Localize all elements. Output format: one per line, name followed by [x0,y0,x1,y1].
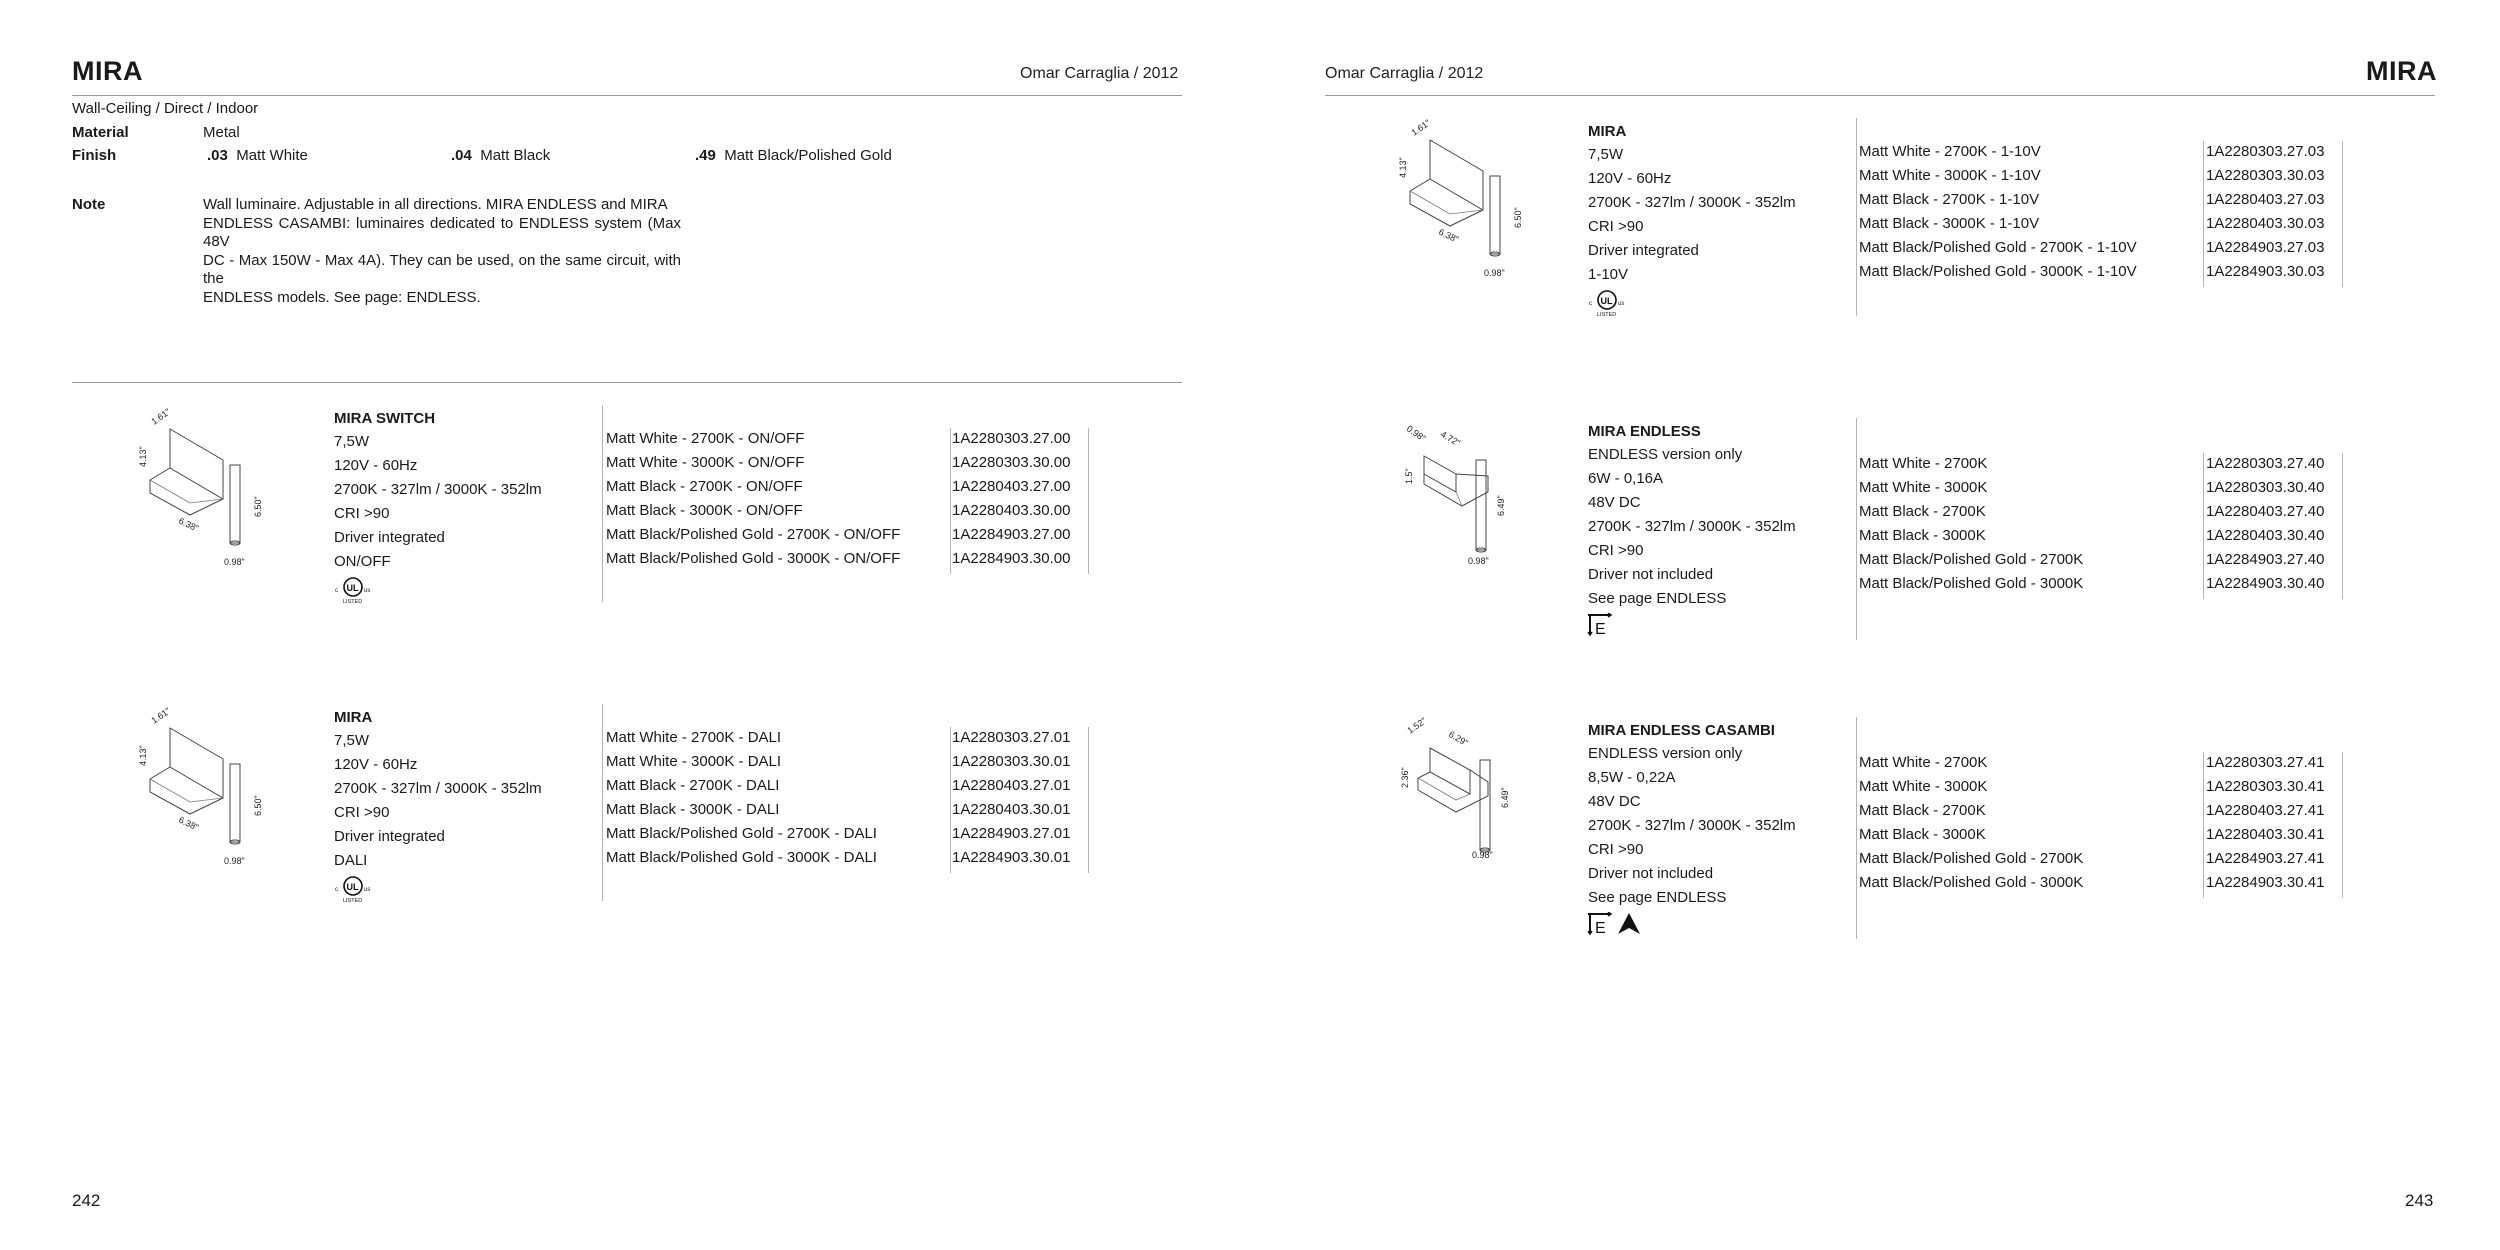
endless-track-icon [1587,912,1613,941]
svg-text:LISTED: LISTED [1597,312,1617,317]
variant-code: 1A2280403.27.01 [952,777,1071,794]
svg-text:us: us [364,887,371,893]
note-line: DC - Max 150W - Max 4A). They can be used, on the same circuit, with the [203,251,681,287]
ul-listed-icon [1586,289,1628,322]
variant-description: Matt Black/Polished Gold - 2700K [1859,551,2084,568]
spec-line: CRI >90 [334,804,390,821]
product-specs [1588,742,1796,910]
spec-line: Driver integrated [334,529,445,546]
spec-line: 7,5W [1588,146,1624,163]
column-divider [950,727,951,873]
finish-name: Matt Black/Polished Gold [724,147,892,164]
category: Wall-Ceiling / Direct / Indoor [72,100,259,117]
spec-line: 2700K - 327lm / 3000K - 352lm [1588,518,1796,535]
note-label: Note [72,196,106,213]
right-header-rule [1325,95,2435,96]
variant-description: Matt White - 3000K [1859,778,1988,795]
product-specs [334,430,542,574]
column-divider [1088,727,1089,873]
note-line: ENDLESS models. See page: ENDLESS. [203,288,481,306]
dimension-label: 6.29" [1447,729,1470,749]
variant-code: 1A2280303.30.00 [952,454,1071,471]
variant-description: Matt Black/Polished Gold - 2700K - ON/OFF [606,526,901,543]
variant-description: Matt White - 2700K [1859,455,1988,472]
svg-text:us: us [364,588,371,594]
variant-description: Matt White - 2700K - 1-10V [1859,143,2041,160]
finish-item [207,147,308,164]
svg-text:E: E [1595,920,1606,936]
svg-text:UL: UL [346,882,359,892]
variant-description: Matt Black - 3000K [1859,527,1986,544]
note-line: ENDLESS CASAMBI: luminaires dedicated to ENDLESS system (Max 48V [203,214,681,250]
column-divider [602,405,603,602]
column-divider [2203,752,2204,898]
column-divider [1856,418,1857,640]
spec-line: ENDLESS version only [1588,446,1743,463]
dimension-label: 1.61" [1409,117,1433,138]
dimension-label: 0.98" [1404,423,1428,444]
variant-code: 1A2280403.30.41 [2206,826,2325,843]
variant-description: Matt Black/Polished Gold - 3000K - 1-10V [1859,263,2137,280]
variant-description: Matt Black/Polished Gold - 2700K - 1-10V [1859,239,2137,256]
dimension-label: 0.98" [1472,850,1493,860]
spec-line: See page ENDLESS [1588,590,1727,607]
finish-name: Matt White [236,147,308,164]
variant-description: Matt White - 2700K - ON/OFF [606,430,805,447]
finish-code: .04 [451,147,472,164]
spec-line: See page ENDLESS [1588,889,1727,906]
dimension-label: 1.61" [149,705,173,726]
variant-code: 1A2280303.27.01 [952,729,1071,746]
dimension-label: 6.50" [253,795,263,816]
right-designer: Omar Carraglia / 2012 [1325,65,1484,82]
product-specs [334,729,542,873]
product-drawing [128,405,268,570]
product-name: MIRA [334,709,373,726]
variant-code: 1A2280303.27.41 [2206,754,2325,771]
variant-description: Matt White - 2700K - DALI [606,729,782,746]
left-section-rule [72,382,1182,383]
variant-code: 1A2284903.27.41 [2206,850,2325,867]
variant-description: Matt White - 3000K - ON/OFF [606,454,805,471]
variant-description: Matt Black - 3000K - DALI [606,801,780,818]
spec-line: 120V - 60Hz [334,457,418,474]
variant-code: 1A2284903.27.03 [2206,239,2325,256]
finish-item [451,147,550,164]
svg-text:LISTED: LISTED [343,599,363,604]
note-line: Wall luminaire. Adjustable in all directions. MIRA ENDLESS and MIRA [203,196,668,213]
product-name: MIRA SWITCH [334,410,436,427]
product-name: MIRA ENDLESS CASAMBI [1588,722,1775,739]
variant-code: 1A2280403.30.01 [952,801,1071,818]
left-designer: Omar Carraglia / 2012 [1020,65,1179,82]
column-divider [950,428,951,574]
page-number: 242 [72,1191,101,1210]
variant-code: 1A2280403.27.00 [952,478,1071,495]
left-header-rule [72,95,1182,96]
dimension-label: 6.38" [1437,226,1461,245]
product-name: MIRA ENDLESS [1588,423,1701,440]
variant-code: 1A2280303.27.40 [2206,455,2325,472]
product-specs [1588,143,1796,287]
column-divider [2342,453,2343,599]
variant-code: 1A2280403.27.03 [2206,191,2325,208]
spec-line: 2700K - 327lm / 3000K - 352lm [1588,194,1796,211]
dimension-label: 1.5" [1404,468,1414,484]
variant-code: 1A2284903.30.40 [2206,575,2325,592]
casambi-icon [1617,912,1641,941]
spec-line: 2700K - 327lm / 3000K - 352lm [334,481,542,498]
dimension-label: 4.13" [1398,157,1408,178]
variant-description: Matt Black - 2700K - 1-10V [1859,191,2040,208]
left-page-title: MIRA [72,56,143,86]
spec-line: ON/OFF [334,553,391,570]
variant-description: Matt White - 2700K [1859,754,1988,771]
variant-description: Matt White - 3000K [1859,479,1988,496]
product-drawing [1396,712,1536,877]
variant-description: Matt White - 3000K - 1-10V [1859,167,2041,184]
material-label: Material [72,124,129,141]
right-page-title: MIRA [2366,56,2437,86]
spec-line: CRI >90 [1588,841,1644,858]
column-divider [2203,453,2204,599]
product-specs [1588,443,1796,611]
svg-text:us: us [1618,301,1625,307]
variant-description: Matt Black - 2700K - DALI [606,777,780,794]
variant-description: Matt Black - 3000K - ON/OFF [606,502,803,519]
page-number: 243 [2405,1191,2434,1210]
spec-line: 2700K - 327lm / 3000K - 352lm [334,780,542,797]
variant-code: 1A2280303.30.01 [952,753,1071,770]
product-name: MIRA [1588,123,1627,140]
variant-description: Matt Black - 2700K - ON/OFF [606,478,803,495]
spec-line: CRI >90 [1588,218,1644,235]
svg-text:c: c [335,887,338,893]
dimension-label: 2.36" [1400,767,1410,788]
variant-code: 1A2280303.27.00 [952,430,1071,447]
svg-text:LISTED: LISTED [343,898,363,903]
product-drawing [1388,116,1528,281]
column-divider [2342,141,2343,287]
spec-line: Driver integrated [334,828,445,845]
variant-description: Matt Black - 2700K [1859,503,1986,520]
dimension-label: 6.50" [253,496,263,517]
variant-code: 1A2284903.27.01 [952,825,1071,842]
dimension-label: 1.61" [149,406,173,427]
variant-description: Matt Black - 2700K [1859,802,1986,819]
spec-line: DALI [334,852,368,869]
dimension-label: 0.98" [1484,268,1505,278]
variant-code: 1A2284903.30.41 [2206,874,2325,891]
finish-code: .03 [207,147,228,164]
dimension-label: 1.52" [1405,715,1429,736]
dimension-label: 4.72" [1439,429,1462,449]
variant-description: Matt Black/Polished Gold - 2700K - DALI [606,825,877,842]
svg-text:E: E [1595,621,1606,637]
variant-code: 1A2284903.27.40 [2206,551,2325,568]
variant-code: 1A2280403.30.40 [2206,527,2325,544]
finish-item [695,147,892,164]
spec-line: Driver not included [1588,566,1714,583]
spec-line: Driver integrated [1588,242,1699,259]
svg-text:c: c [335,588,338,594]
variant-code: 1A2280303.30.40 [2206,479,2325,496]
variant-code: 1A2280303.30.41 [2206,778,2325,795]
spec-line: Driver not included [1588,865,1714,882]
product-drawing [1398,412,1538,577]
material-value: Metal [203,124,240,141]
variant-code: 1A2280303.30.03 [2206,167,2325,184]
variant-code: 1A2284903.30.03 [2206,263,2325,280]
svg-text:c: c [1589,301,1592,307]
variant-description: Matt Black/Polished Gold - 2700K [1859,850,2084,867]
variant-code: 1A2280303.27.03 [2206,143,2325,160]
variant-description: Matt Black/Polished Gold - 3000K [1859,874,2084,891]
note-text [203,196,681,307]
dimension-label: 4.13" [138,745,148,766]
variant-code: 1A2280403.30.00 [952,502,1071,519]
variant-code: 1A2280403.27.41 [2206,802,2325,819]
variant-code: 1A2284903.27.00 [952,526,1071,543]
product-drawing [128,704,268,869]
svg-text:UL: UL [346,583,359,593]
spec-line: 6W - 0,16A [1588,470,1664,487]
finish-code: .49 [695,147,716,164]
variant-description: Matt Black/Polished Gold - 3000K - ON/OFF [606,550,901,567]
column-divider [1856,118,1857,316]
spec-line: 7,5W [334,433,370,450]
dimension-label: 6.38" [177,814,201,833]
svg-text:UL: UL [1600,296,1613,306]
dimension-label: 0.98" [1468,556,1489,566]
spec-line: 120V - 60Hz [1588,170,1672,187]
spec-line: ENDLESS version only [1588,745,1743,762]
variant-code: 1A2284903.30.00 [952,550,1071,567]
dimension-label: 6.38" [177,515,201,534]
spec-line: 2700K - 327lm / 3000K - 352lm [1588,817,1796,834]
spec-line: 1-10V [1588,266,1629,283]
ul-listed-icon [332,875,374,908]
spec-line: 120V - 60Hz [334,756,418,773]
spec-line: 7,5W [334,732,370,749]
spec-line: 48V DC [1588,793,1641,810]
column-divider [2342,752,2343,898]
dimension-label: 6.49" [1496,495,1506,516]
variant-description: Matt Black - 3000K [1859,826,1986,843]
variant-description: Matt Black - 3000K - 1-10V [1859,215,2040,232]
spec-line: 8,5W - 0,22A [1588,769,1676,786]
dimension-label: 6.49" [1500,787,1510,808]
column-divider [602,704,603,901]
endless-track-icon [1587,613,1613,642]
finish-name: Matt Black [480,147,551,164]
dimension-label: 0.98" [224,557,245,567]
variant-code: 1A2284903.30.01 [952,849,1071,866]
spec-line: CRI >90 [334,505,390,522]
spec-line: CRI >90 [1588,542,1644,559]
variant-code: 1A2280403.27.40 [2206,503,2325,520]
ul-listed-icon [332,576,374,609]
column-divider [2203,141,2204,287]
column-divider [1856,717,1857,939]
dimension-label: 6.50" [1513,207,1523,228]
column-divider [1088,428,1089,574]
variant-description: Matt White - 3000K - DALI [606,753,782,770]
variant-description: Matt Black/Polished Gold - 3000K - DALI [606,849,877,866]
spec-line: 48V DC [1588,494,1641,511]
finish-label: Finish [72,147,117,164]
dimension-label: 4.13" [138,446,148,467]
dimension-label: 0.98" [224,856,245,866]
variant-description: Matt Black/Polished Gold - 3000K [1859,575,2084,592]
variant-code: 1A2280403.30.03 [2206,215,2325,232]
